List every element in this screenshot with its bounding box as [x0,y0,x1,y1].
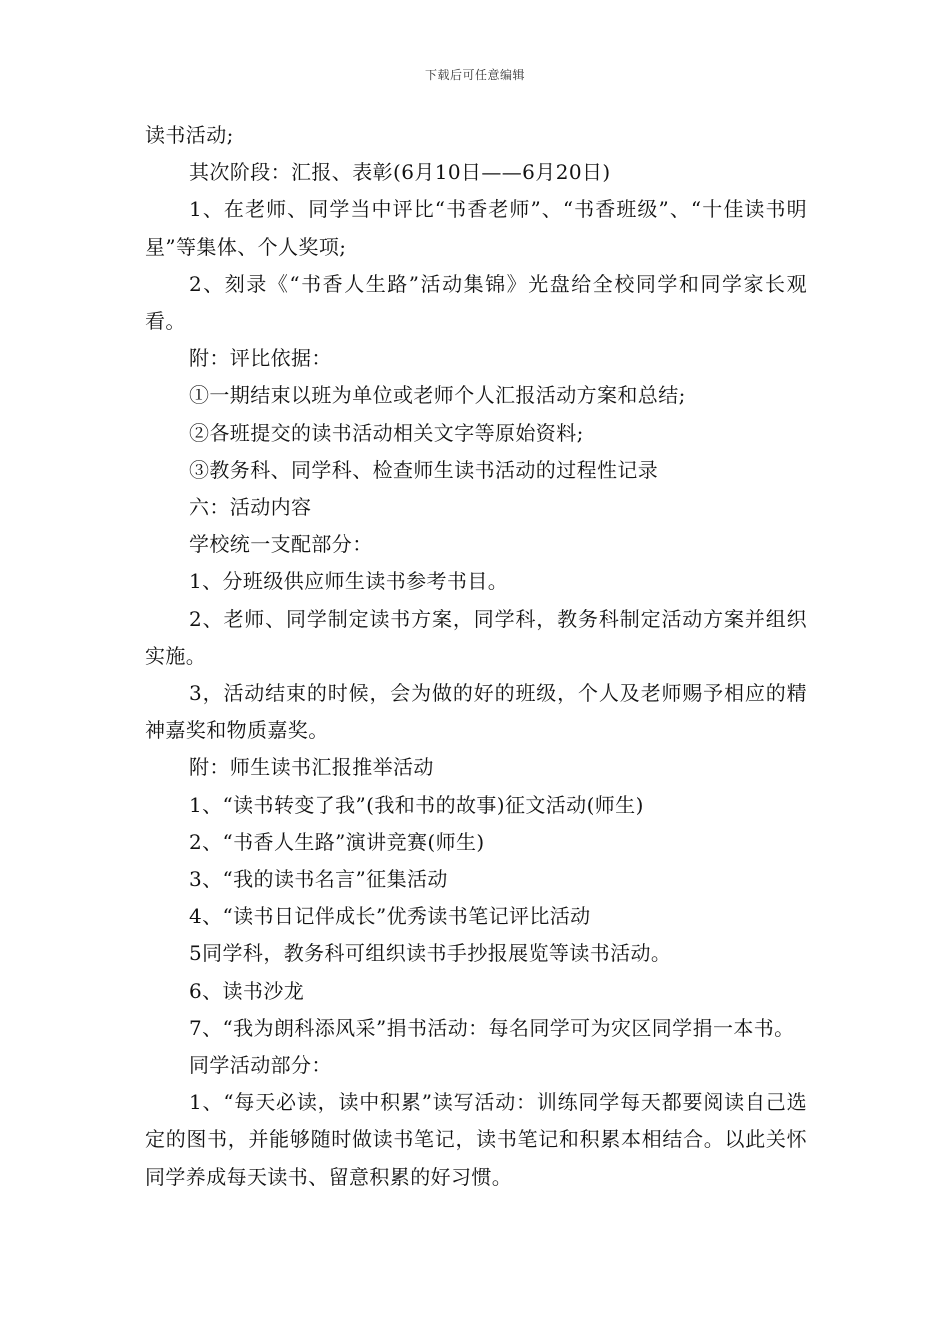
paragraph: 2、“书香人生路”演讲竞赛(师生) [189,829,485,854]
paragraph: 1、分班级供应师生读书参考书目。 [189,569,509,594]
paragraph: 附：评比依据： [189,346,332,371]
paragraph: 3、“我的读书名言”征集活动 [189,867,448,892]
section-heading: 六：活动内容 [189,495,312,520]
paragraph: 1、在老师、同学当中评比“书香老师”、“书香班级”、“十佳读书明星”等集体、个人奖项; [145,197,807,259]
paragraph: 1、“读书转变了我”(我和书的故事)征文活动(师生) [189,792,644,817]
paragraph: 6、读书沙龙 [189,978,305,1003]
paragraph: 2、老师、同学制定读书方案，同学科，教务科制定活动方案并组织实施。 [145,606,807,668]
paragraph: 7、“我为朗科添风采”捐书活动：每名同学可为灾区同学捐一本书。 [189,1015,795,1040]
paragraph: 学校统一支配部分： [189,532,373,557]
paragraph: 2、刻录《“书香人生路”活动集锦》光盘给全校同学和同学家长观看。 [145,271,807,334]
page-header: 下载后可任意编辑 [424,68,525,82]
paragraph: ③教务科、同学科、检查师生读书活动的过程性记录 [189,457,659,482]
paragraph: 其次阶段：汇报、表彰(6月10日——6月20日) [189,160,611,185]
paragraph: 4、“读书日记伴成长”优秀读书笔记评比活动 [189,904,591,929]
paragraph: 同学活动部分： [189,1053,332,1078]
paragraph: 3，活动结束的时候，会为做的好的班级，个人及老师赐予相应的精神嘉奖和物质嘉奖。 [145,681,807,743]
paragraph: 5同学科，教务科可组织读书手抄报展览等读书活动。 [189,941,672,966]
paragraph: 1、“每天必读，读中积累”读写活动：训练同学每天都要阅读自己选定的图书，并能够随时做读书笔记，读书笔记和积累本相结合。以此关怀同学养成每天读书、留意积累的好习惯。 [145,1090,807,1189]
paragraph: 附：师生读书汇报推举活动 [189,755,434,780]
paragraph: 读书活动; [145,123,234,147]
paragraph: ②各班提交的读书活动相关文字等原始资料; [189,420,584,445]
document-body [145,117,807,1196]
paragraph: ①一期结束以班为单位或老师个人汇报活动方案和总结; [189,383,686,408]
